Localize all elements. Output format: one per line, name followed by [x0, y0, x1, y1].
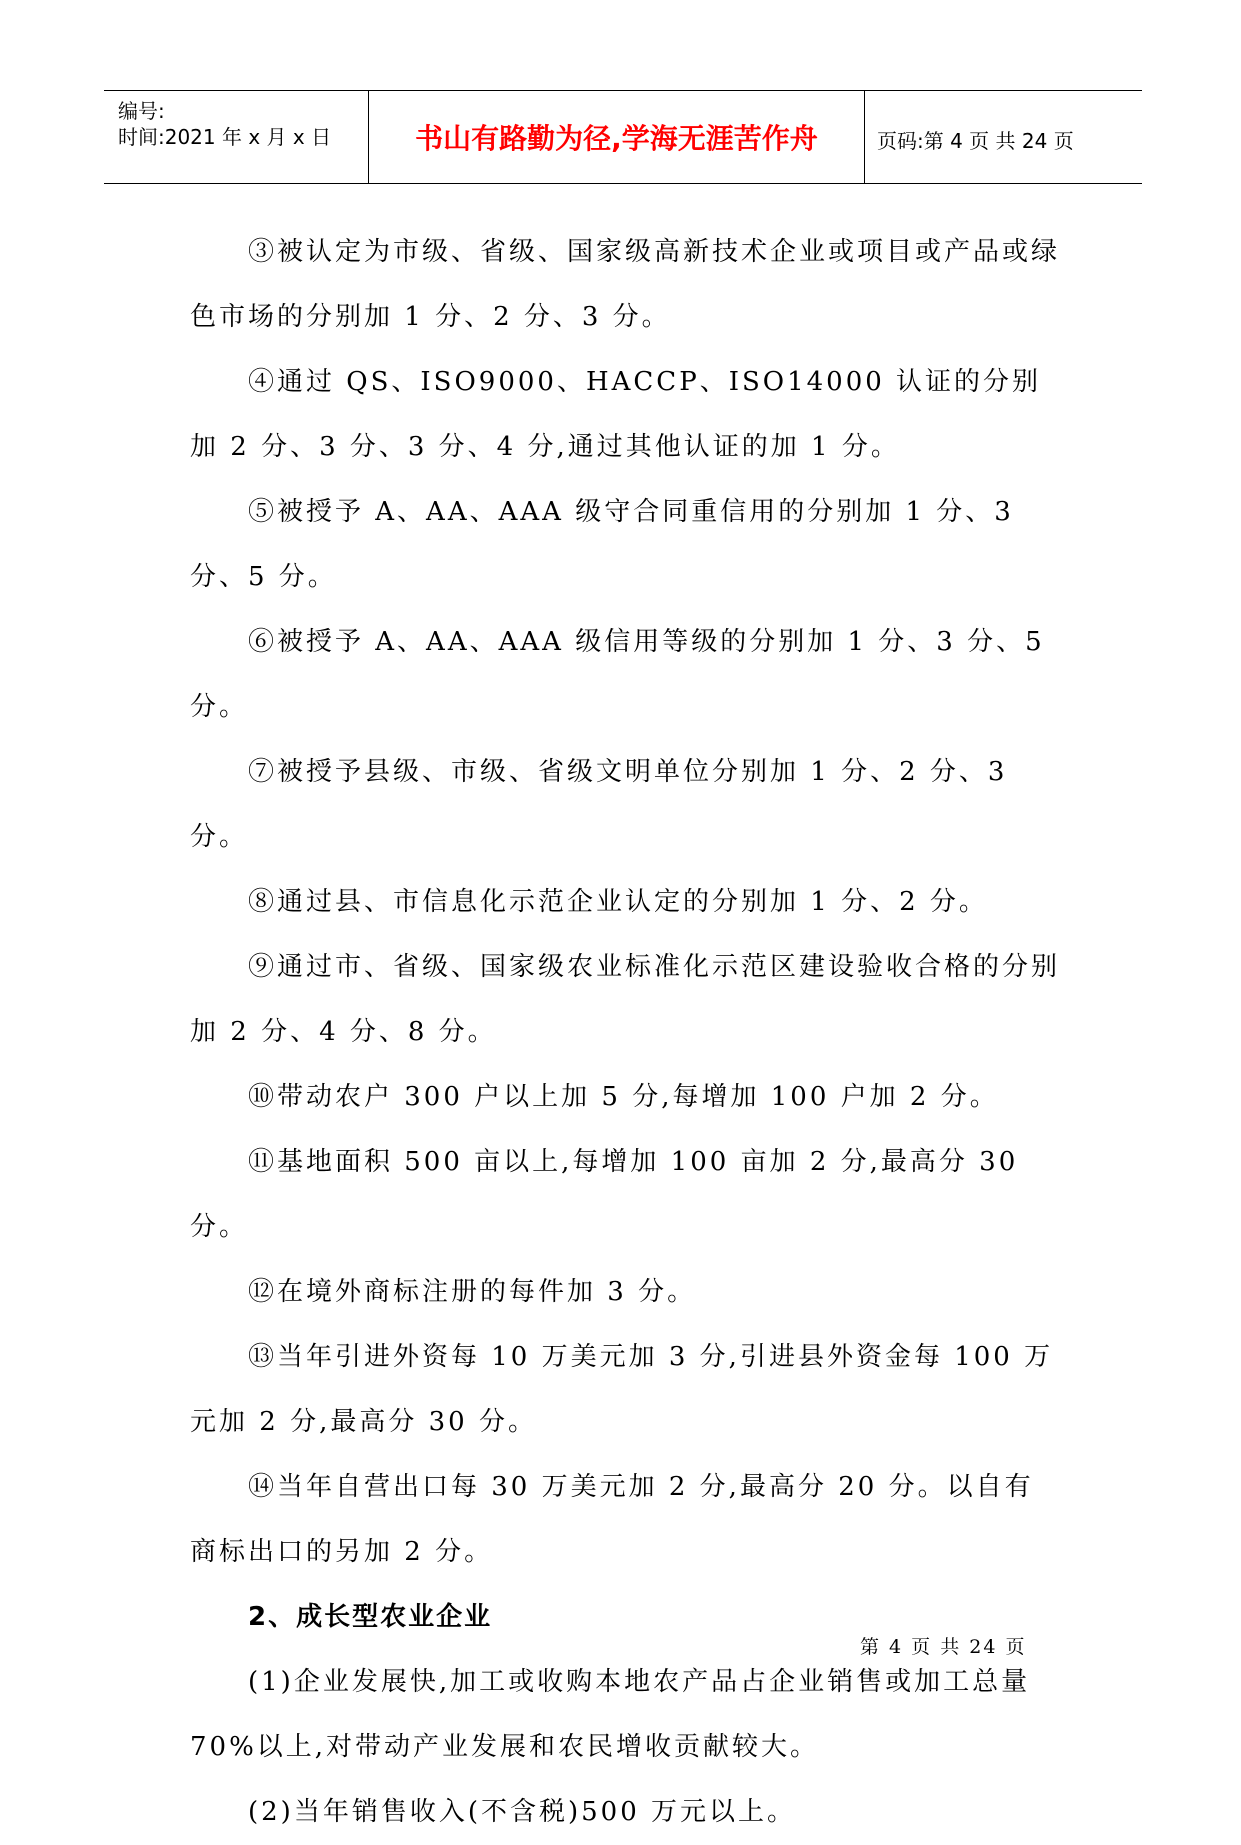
- paragraph: ⑨通过市、省级、国家级农业标准化示范区建设验收合格的分别加 2 分、4 分、8 分。: [190, 952, 1061, 1047]
- paragraph: ⑭当年自营出口每 30 万美元加 2 分,最高分 20 分。以自有商标出口的另加 2 分。: [190, 1472, 1034, 1567]
- section-heading: 2、成长型农业企业: [248, 1602, 493, 1632]
- header-slogan-cell: [369, 91, 865, 183]
- paragraph: ③被认定为市级、省级、国家级高新技术企业或项目或产品或绿色市场的分别加 1 分、2 分、3 分。: [190, 237, 1061, 332]
- paragraph: ⑥被授予 A、AA、AAA 级信用等级的分别加 1 分、3 分、5 分。: [190, 627, 1045, 722]
- paragraph: ④通过 QS、ISO9000、HACCP、ISO14000 认证的分别加 2 分、3 分、3 分、4 分,通过其他认证的加 1 分。: [190, 367, 1042, 462]
- paragraph: ⑫在境外商标注册的每件加 3 分。: [248, 1277, 697, 1307]
- paragraph: ⑬当年引进外资每 10 万美元加 3 分,引进县外资金每 100 万元加 2 分,最高分 30 分。: [190, 1342, 1054, 1437]
- document-number: 编号:: [118, 99, 165, 123]
- header-slogan: 书山有路勤为径,学海无涯苦作舟: [415, 122, 818, 155]
- paragraph: ⑦被授予县级、市级、省级文明单位分别加 1 分、2 分、3 分。: [190, 757, 1008, 852]
- document-time: 时间:2021 年 x 月 x 日: [118, 125, 332, 149]
- document-body: [190, 220, 1060, 1845]
- header-meta: [104, 91, 369, 183]
- header-page-number: 页码:第 4 页 共 24 页: [877, 129, 1074, 153]
- page-footer: 第 4 页 共 24 页: [860, 1636, 1027, 1658]
- paragraph: ⑪基地面积 500 亩以上,每增加 100 亩加 2 分,最高分 30 分。: [190, 1147, 1019, 1242]
- paragraph: (1)企业发展快,加工或收购本地农产品占企业销售或加工总量 70%以上,对带动产业发展和农民增收贡献较大。: [190, 1667, 1031, 1762]
- paragraph: ⑤被授予 A、AA、AAA 级守合同重信用的分别加 1 分、3 分、5 分。: [190, 497, 1014, 592]
- paragraph: ⑩带动农户 300 户以上加 5 分,每增加 100 户加 2 分。: [248, 1082, 999, 1112]
- paragraph: (2)当年销售收入(不含税)500 万元以上。: [248, 1797, 797, 1827]
- paragraph: ⑧通过县、市信息化示范企业认定的分别加 1 分、2 分。: [248, 887, 988, 917]
- page-header: [104, 90, 1142, 184]
- header-page-cell: [865, 91, 1142, 183]
